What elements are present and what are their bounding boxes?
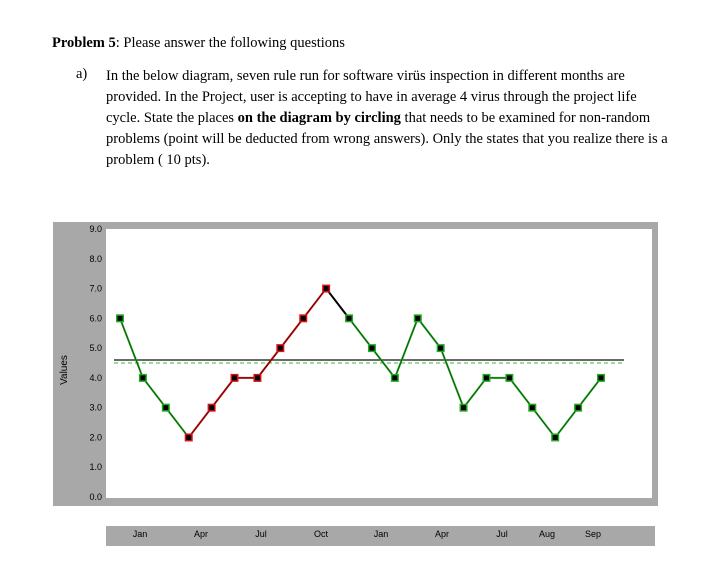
question-emphasis: on the diagram by circling bbox=[237, 110, 401, 126]
y-axis-label: Values bbox=[59, 355, 70, 385]
x-tick-label: Jul bbox=[255, 529, 267, 539]
data-point-core bbox=[530, 405, 535, 410]
data-point-core bbox=[209, 405, 214, 410]
y-tick-label: 2.0 bbox=[89, 432, 102, 443]
y-tick-label: 1.0 bbox=[89, 462, 102, 473]
data-point-core bbox=[140, 375, 145, 380]
data-point-core bbox=[507, 375, 512, 380]
question-letter: a) bbox=[76, 66, 88, 82]
x-tick-label: Jul bbox=[496, 529, 508, 539]
y-tick-label: 3.0 bbox=[89, 402, 102, 413]
x-tick-label: Apr bbox=[193, 529, 209, 539]
data-point-core bbox=[369, 346, 374, 351]
problem-heading-rest: : Please answer the following questions bbox=[115, 35, 345, 51]
data-point-core bbox=[392, 375, 397, 380]
x-tick-label: Aug bbox=[538, 529, 556, 539]
x-tick-label: Apr bbox=[434, 529, 450, 539]
y-tick-label: 5.0 bbox=[89, 343, 102, 354]
x-tick-label: Sep bbox=[584, 529, 602, 539]
data-point-core bbox=[301, 316, 306, 321]
data-point-core bbox=[415, 316, 420, 321]
question-part2: that needs to be examined for non-random problems (point will be deducted from wrong answers). Only the states that you realize there is a problem ( 10 pts). bbox=[106, 110, 668, 168]
x-tick-label: Jan bbox=[132, 529, 148, 539]
data-point-core bbox=[255, 375, 260, 380]
y-tick-label: 0.0 bbox=[89, 492, 102, 502]
y-tick-label: 6.0 bbox=[89, 313, 102, 324]
question-part1: In the below diagram, seven rule run for software virüs inspection in different months are provided. In the Project, user is accepting to have in average 4 virus through the project life cycle. State the places bbox=[106, 68, 637, 126]
y-tick-label: 4.0 bbox=[89, 372, 102, 383]
data-point-core bbox=[553, 435, 558, 440]
data-point-core bbox=[324, 286, 329, 291]
data-point-core bbox=[599, 375, 604, 380]
problem-label: Problem 5 bbox=[52, 35, 116, 51]
data-point-core bbox=[278, 346, 283, 351]
y-tick-label: 7.0 bbox=[89, 283, 102, 294]
data-point-core bbox=[461, 405, 466, 410]
y-tick-label: 9.0 bbox=[89, 224, 102, 234]
x-tick-label: Jan bbox=[373, 529, 389, 539]
data-point-core bbox=[438, 346, 443, 351]
data-point-core bbox=[163, 405, 168, 410]
data-point-core bbox=[576, 405, 581, 410]
data-point-core bbox=[232, 375, 237, 380]
x-tick-label: Oct bbox=[313, 529, 329, 539]
data-point-core bbox=[118, 316, 123, 321]
y-tick-label: 8.0 bbox=[89, 253, 102, 264]
data-point-core bbox=[484, 375, 489, 380]
data-point-core bbox=[347, 316, 352, 321]
data-point-core bbox=[186, 435, 191, 440]
